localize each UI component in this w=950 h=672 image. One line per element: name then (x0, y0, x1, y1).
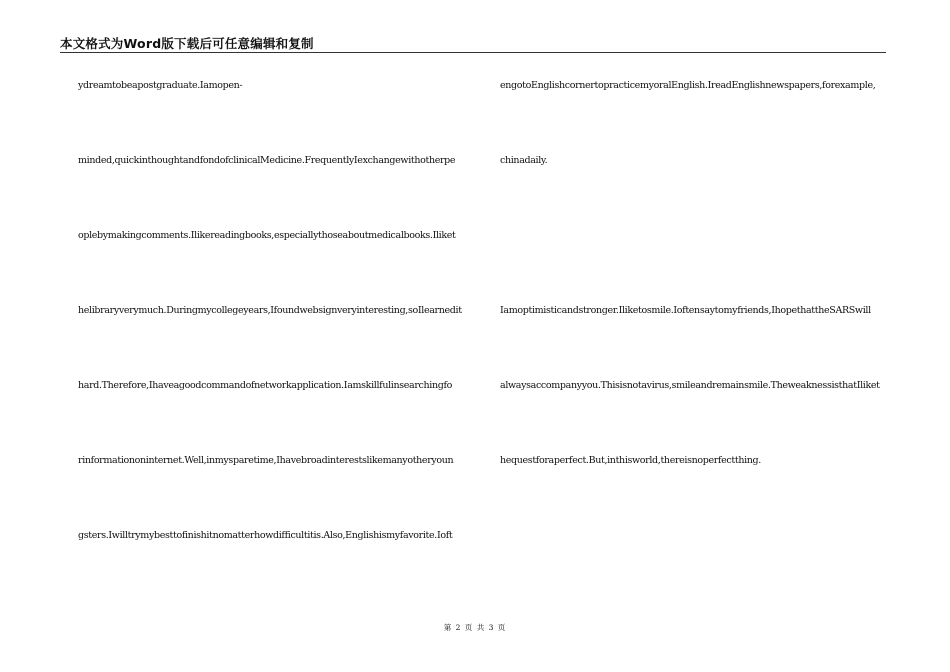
header-title: 本文格式为Word版下载后可任意编辑和复制 (60, 36, 314, 51)
left-line-4: helibraryverymuch.Duringmycollegeyears,Ifoundwebsignveryinteresting,soIlearnedit (78, 305, 462, 316)
right-line-4: alwaysaccompanyyou.Thisisnotavirus,smileandremainsmile.TheweaknessisthatIliket (500, 380, 880, 391)
left-line-7: gsters.Iwilltrymybesttofinishitnomatterhowdifficultitis.Also,Englishismyfavorite.Ioft (78, 530, 453, 541)
page-header (60, 34, 886, 53)
right-line-2: chinadaily. (500, 155, 548, 166)
left-line-2: minded,quickinthoughtandfondofclinicalMedicine.FrequentlyIexchangewithotherpe (78, 155, 456, 166)
right-line-5: hequestforaperfect.But,inthisworld,thereisnoperfectthing. (500, 455, 761, 466)
left-line-5: hard.Therefore,Ihaveagoodcommandofnetworkapplication.Iamskillfulinsearchingfo (78, 380, 453, 391)
right-line-1: engotoEnglishcornertopracticemyoralEnglish.IreadEnglishnewspapers,forexample, (500, 80, 876, 91)
left-line-3: oplebymakingcomments.Ilikereadingbooks,especiallythoseaboutmedicalbooks.Iliket (78, 230, 456, 241)
left-line-6: rinformationoninternet.Well,inmysparetime,Ihavebroadinterestslikemanyotheryoun (78, 455, 454, 466)
page-indicator: 第 2 页 共 3 页 (443, 623, 507, 632)
right-line-3: Iamoptimisticandstronger.Iliketosmile.Ioftensaytomyfriends,IhopethattheSARSwill (500, 305, 871, 316)
left-line-1: ydreamtobeapostgraduate.Iamopen- (78, 80, 243, 91)
